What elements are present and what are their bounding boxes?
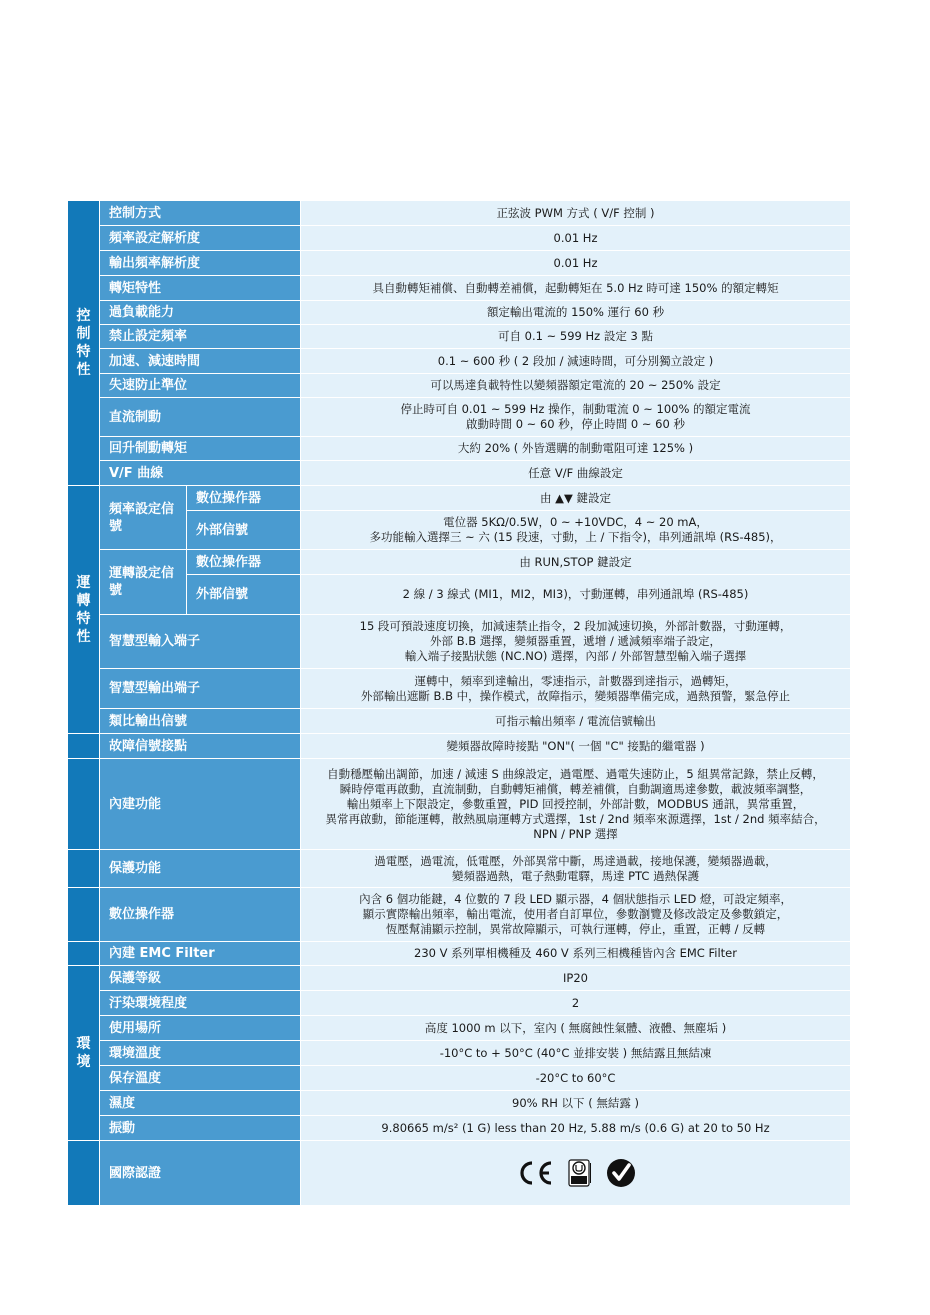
row-value: IP20 <box>301 966 851 991</box>
row-label: 內建 EMC Filter <box>100 942 301 966</box>
row-value: 停止時可自 0.01 ~ 599 Hz 操作，制動電流 0 ~ 100% 的額定電流 啟動時間 0 ~ 60 秒，停止時間 0 ~ 60 秒 <box>301 398 851 437</box>
table-row <box>68 325 851 349</box>
row-value: 具自動轉矩補償、自動轉差補償，起動轉矩在 5.0 Hz 時可達 150% 的額定轉矩 <box>301 276 851 301</box>
table-row <box>68 486 851 511</box>
section-blank <box>68 1141 100 1206</box>
certification-marks <box>301 1141 851 1206</box>
row-value: 由 ▲▼ 鍵設定 <box>301 486 851 511</box>
row-label: 頻率設定信號 <box>100 486 187 550</box>
row-value: 高度 1000 m 以下，室內 ( 無腐蝕性氣體、液體、無塵垢 ) <box>301 1016 851 1041</box>
ul-mark-icon <box>568 1159 592 1187</box>
row-label: 過負載能力 <box>100 301 301 325</box>
row-value: 15 段可預設速度切換，加減速禁止指令，2 段加減速切換，外部計數器，寸動運轉， 外部 B.B 選擇，變頻器重置，遞增 / 遞減頻率端子設定， 輸入端子接點狀態 (NC.NO) 選擇，內部 / 外部智慧型輸入端子選擇 <box>301 615 851 669</box>
row-value: 2 <box>301 991 851 1016</box>
table-row <box>68 1141 851 1206</box>
row-label: 智慧型輸出端子 <box>100 669 301 709</box>
row-value: -10°C to + 50°C (40°C 並排安裝 ) 無結露且無結凍 <box>301 1041 851 1066</box>
row-value: 由 RUN,STOP 鍵設定 <box>301 550 851 575</box>
table-row <box>68 888 851 942</box>
row-label: 振動 <box>100 1116 301 1141</box>
table-row <box>68 942 851 966</box>
table-row <box>68 349 851 374</box>
table-row <box>68 398 851 437</box>
row-label: 轉矩特性 <box>100 276 301 301</box>
table-row <box>68 226 851 251</box>
row-value: 正弦波 PWM 方式 ( V/F 控制 ) <box>301 201 851 226</box>
row-label: 智慧型輸入端子 <box>100 615 301 669</box>
section-blank <box>68 942 100 966</box>
table-row <box>68 1091 851 1116</box>
row-value: 自動穩壓輸出調節，加速 / 減速 S 曲線設定，過電壓、過電失速防止，5 組異常記錄，禁止反轉， 瞬時停電再啟動，直流制動，自動轉矩補償，轉差補償，自動調適馬達參數，載波頻率調整， 輸出頻率上下限設定，參數重置，PID 回授控制，外部計數，MODBUS 通訊，異常重置， 異常再啟動，節能運轉，散熱風扇運轉方式選擇，1st / 2nd 頻率來源選擇，1st / 2nd 頻率結合， NPN / PNP 選擇 <box>301 759 851 850</box>
row-label: 輸出頻率解析度 <box>100 251 301 276</box>
row-value: 額定輸出電流的 150% 運行 60 秒 <box>301 301 851 325</box>
row-label: 頻率設定解析度 <box>100 226 301 251</box>
row-value: 可自 0.1 ~ 599 Hz 設定 3 點 <box>301 325 851 349</box>
table-row <box>68 1116 851 1141</box>
row-label: 類比輸出信號 <box>100 709 301 734</box>
table-row <box>68 615 851 669</box>
table-row <box>68 709 851 734</box>
row-value: 0.1 ~ 600 秒 ( 2 段加 / 減速時間，可分別獨立設定 ) <box>301 349 851 374</box>
row-label: 加速、減速時間 <box>100 349 301 374</box>
sub-label: 外部信號 <box>187 575 301 615</box>
row-label: 控制方式 <box>100 201 301 226</box>
row-label: 回升制動轉矩 <box>100 437 301 461</box>
row-value: 運轉中，頻率到達輸出，零速指示，計數器到達指示，過轉矩， 外部輸出遮斷 B.B 中，操作模式，故障指示，變頻器準備完成，過熱預警，緊急停止 <box>301 669 851 709</box>
section-environment: 環境 <box>68 966 100 1141</box>
table-row <box>68 1041 851 1066</box>
row-label: 保護功能 <box>100 850 301 888</box>
row-label: 禁止設定頻率 <box>100 325 301 349</box>
row-value: -20°C to 60°C <box>301 1066 851 1091</box>
section-blank <box>68 759 100 850</box>
row-label: 保存溫度 <box>100 1066 301 1091</box>
section-blank <box>68 850 100 888</box>
row-value: 可指示輸出頻率 / 電流信號輸出 <box>301 709 851 734</box>
row-value: 0.01 Hz <box>301 226 851 251</box>
row-label: 運轉設定信號 <box>100 550 187 615</box>
table-row <box>68 201 851 226</box>
table-row <box>68 301 851 325</box>
table-row <box>68 759 851 850</box>
row-label: 國際認證 <box>100 1141 301 1206</box>
table-row <box>68 1016 851 1041</box>
table-row <box>68 734 851 759</box>
table-row <box>68 850 851 888</box>
sub-label: 數位操作器 <box>187 486 301 511</box>
row-label: 內建功能 <box>100 759 301 850</box>
row-value: 變頻器故障時接點 "ON"( 一個 "C" 接點的繼電器 ) <box>301 734 851 759</box>
row-label: 汙染環境程度 <box>100 991 301 1016</box>
row-value: 任意 V/F 曲線設定 <box>301 461 851 486</box>
row-value: 大約 20% ( 外皆選購的制動電阻可達 125% ) <box>301 437 851 461</box>
row-label: 故障信號接點 <box>100 734 301 759</box>
section-blank <box>68 888 100 942</box>
row-label: 直流制動 <box>100 398 301 437</box>
spec-table <box>67 200 851 1206</box>
row-label: 保護等級 <box>100 966 301 991</box>
row-label: 失速防止準位 <box>100 374 301 398</box>
table-row <box>68 461 851 486</box>
row-value: 2 線 / 3 線式 (MI1，MI2，MI3)，寸動運轉，串列通訊埠 (RS-485) <box>301 575 851 615</box>
row-value: 過電壓，過電流，低電壓，外部異常中斷，馬達過載，接地保護，變頻器過載， 變頻器過熱，電子熱動電驛，馬達 PTC 過熱保護 <box>301 850 851 888</box>
section-control: 控制特性 <box>68 201 100 486</box>
table-row <box>68 374 851 398</box>
row-value: 9.80665 m/s² (1 G) less than 20 Hz, 5.88 m/s (0.6 G) at 20 to 50 Hz <box>301 1116 851 1141</box>
row-value: 0.01 Hz <box>301 251 851 276</box>
row-label: 環境溫度 <box>100 1041 301 1066</box>
row-value: 90% RH 以下 ( 無結露 ) <box>301 1091 851 1116</box>
ce-mark-icon <box>516 1160 554 1186</box>
row-label: 數位操作器 <box>100 888 301 942</box>
table-row <box>68 991 851 1016</box>
table-row <box>68 966 851 991</box>
row-value: 230 V 系列單相機種及 460 V 系列三相機種皆內含 EMC Filter <box>301 942 851 966</box>
section-blank <box>68 734 100 759</box>
row-label: V/F 曲線 <box>100 461 301 486</box>
table-row <box>68 437 851 461</box>
table-row <box>68 669 851 709</box>
row-value: 電位器 5KΩ/0.5W，0 ~ +10VDC，4 ~ 20 mA， 多功能輸入選擇三 ~ 六 (15 段速，寸動，上 / 下指令)，串列通訊埠 (RS-485)， <box>301 511 851 550</box>
table-row <box>68 550 851 575</box>
table-row <box>68 251 851 276</box>
section-operation: 運轉特性 <box>68 486 100 734</box>
row-label: 使用場所 <box>100 1016 301 1041</box>
table-row <box>68 1066 851 1091</box>
row-label: 濕度 <box>100 1091 301 1116</box>
row-value: 內含 6 個功能鍵，4 位數的 7 段 LED 顯示器，4 個狀態指示 LED 燈，可設定頻率， 顯示實際輸出頻率，輸出電流，使用者自訂單位，參數瀏覽及修改設定及參數鎖定， 恆壓幫浦顯示控制，異常故障顯示，可執行運轉，停止，重置，正轉 / 反轉 <box>301 888 851 942</box>
sub-label: 數位操作器 <box>187 550 301 575</box>
c-tick-mark-icon <box>606 1158 636 1188</box>
table-row <box>68 276 851 301</box>
row-value: 可以馬達負載特性以變頻器額定電流的 20 ~ 250% 設定 <box>301 374 851 398</box>
sub-label: 外部信號 <box>187 511 301 550</box>
